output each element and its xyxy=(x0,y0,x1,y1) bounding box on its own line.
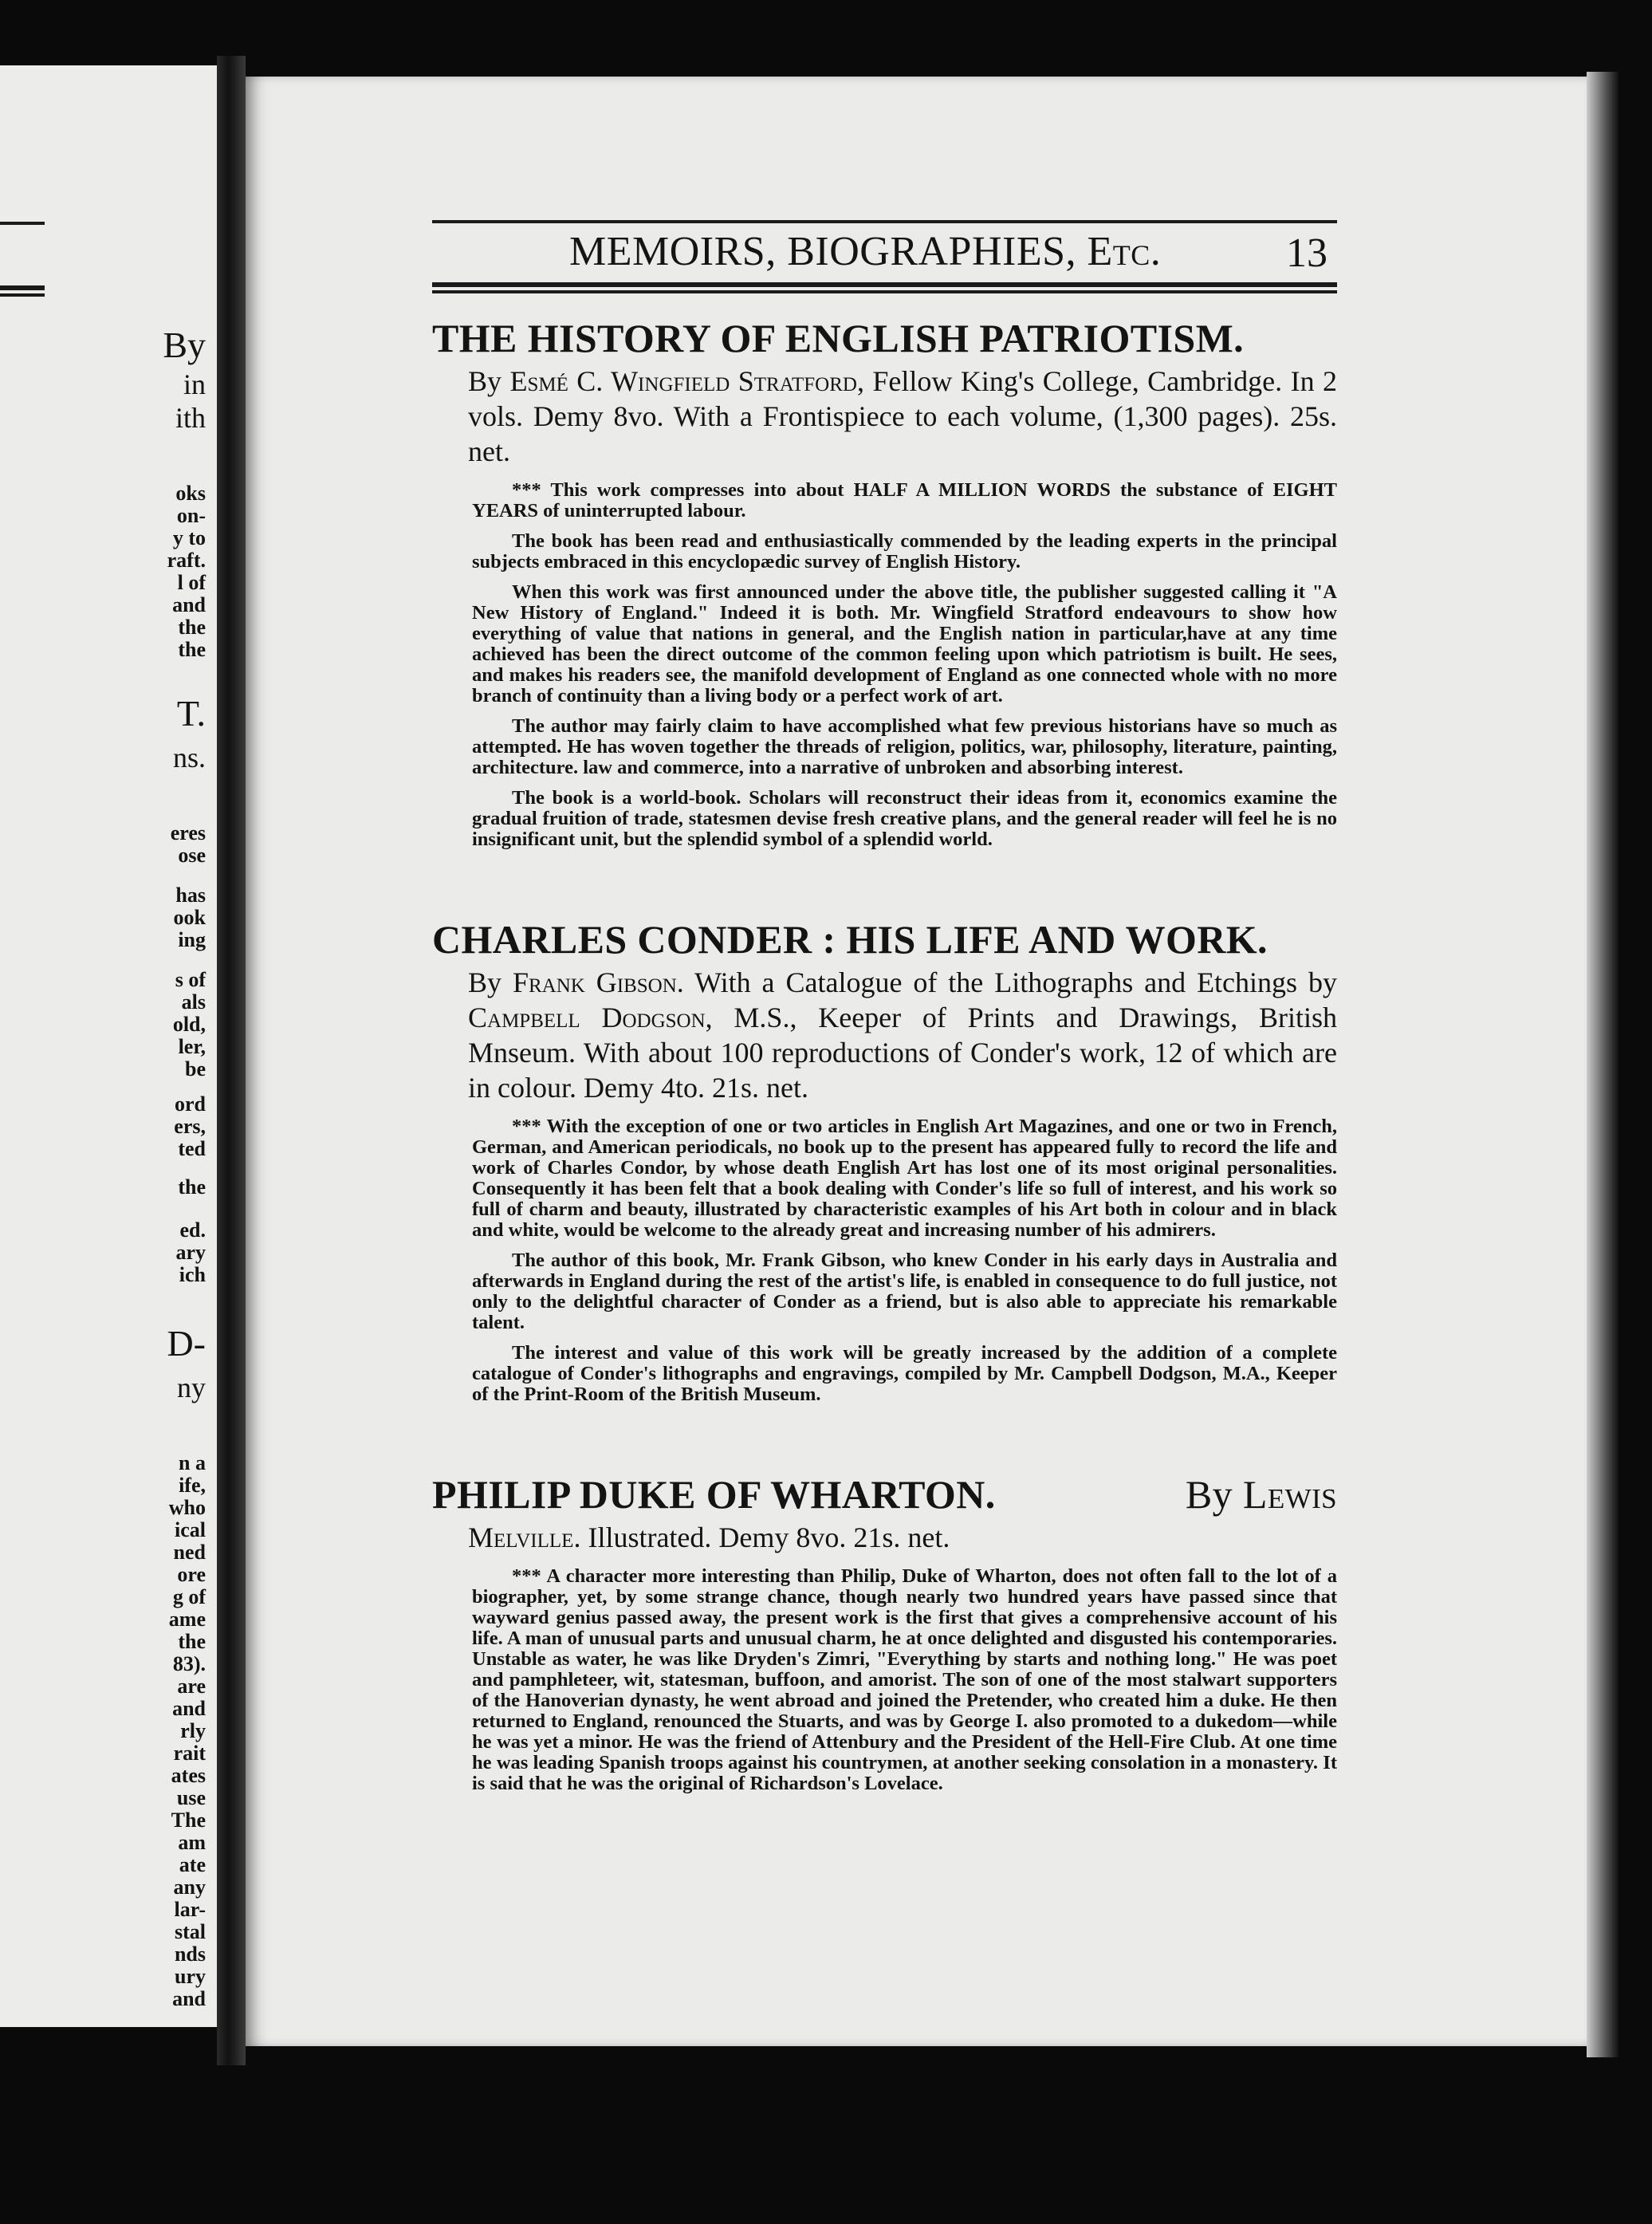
running-title-suffix: Etc. xyxy=(1087,229,1162,274)
book-title: PHILIP DUKE OF WHARTON. xyxy=(432,1472,996,1517)
left-facing-page xyxy=(0,65,217,2027)
left-page-text-fragment: raft. xyxy=(167,549,206,572)
left-page-text-fragment: ed. xyxy=(179,1218,206,1242)
left-page-text-fragment: eres xyxy=(170,821,206,844)
left-page-text-fragment: rait xyxy=(173,1742,206,1765)
book-description xyxy=(472,1566,1337,1794)
left-page-text-fragment: the xyxy=(178,638,206,661)
running-title: MEMOIRS, BIOGRAPHIES, Etc. xyxy=(569,229,1162,274)
left-page-text-fragment: n a xyxy=(179,1451,206,1474)
book-title-row xyxy=(432,1472,1337,1517)
book-byline: By Esmé C. Wingfield Stratford, Fellow King's College, Cambridge. In 2 vols. Demy 8vo. With a Frontispiece to each volume, (1,300 pages). 25s. net. xyxy=(468,365,1338,467)
left-page-text-fragment: ned xyxy=(173,1541,206,1564)
header-rule xyxy=(432,220,1337,223)
left-page-text-fragment: has xyxy=(175,884,206,907)
left-page-text-fragment: in xyxy=(183,368,206,400)
book-byline: Melville. Illustrated. Demy 8vo. 21s. net. xyxy=(468,1521,950,1553)
page-content xyxy=(432,214,1337,1804)
left-page-text-fragment: oks xyxy=(175,482,206,505)
book-gutter xyxy=(217,56,246,2065)
left-page-text-fragment: use xyxy=(176,1786,206,1809)
description-paragraph: The author of this book, Mr. Frank Gibson, who knew Conder in his early days in Australia and afterwards in England during the rest of the artist's life, is enabled in consequence to do full justice, not only to the delightful character of Conder as a friend, but is also able to appreciate his remarkable talent. xyxy=(472,1250,1337,1333)
running-header xyxy=(432,214,1337,301)
book-entry xyxy=(432,1472,1337,1794)
left-page-text-fragment: who xyxy=(168,1496,206,1519)
left-page-text-fragment: ith xyxy=(175,402,206,434)
left-page-text-fragment: T. xyxy=(176,693,206,734)
left-page-text-fragment: rly xyxy=(180,1719,206,1742)
description-paragraph: *** With the exception of one or two articles in English Art Magazines, and one or two in French, German, and American periodicals, no book up to the present has appeared fully to record the life and work of Charles Condor, by whose death English Art has lost one of its most original personalities. Consequently it has been felt that a book dealing with Conder's life so full of interest, and his work so full of charm and beauty, illustrated by characteristic examples of his Art both in colour and in black and white, would be welcome to the already great and increasing number of his admirers. xyxy=(472,1116,1337,1241)
book-title: CHARLES CONDER : HIS LIFE AND WORK. xyxy=(432,917,1268,962)
left-page-text-fragment: old, xyxy=(172,1013,206,1036)
left-page-text-fragment: The xyxy=(171,1809,206,1832)
left-page-text-fragment: be xyxy=(185,1057,206,1081)
left-page-text-fragment: als xyxy=(181,990,206,1014)
left-page-text-fragment: ary xyxy=(175,1241,206,1264)
header-rule xyxy=(432,290,1337,293)
left-page-text-fragment: ical xyxy=(175,1518,206,1541)
left-page-text-fragment: am xyxy=(178,1831,206,1854)
left-page-text-fragment: and xyxy=(172,1987,206,2010)
left-page-text-fragment: the xyxy=(178,616,206,639)
left-page-text-fragment: ord xyxy=(175,1092,206,1116)
left-page-text-fragment: By xyxy=(163,325,206,365)
left-page-text-fragment: ook xyxy=(173,906,206,929)
page-number: 13 xyxy=(1286,230,1328,276)
description-paragraph: The author may fairly claim to have accomplished what few previous historians have so much as attempted. He has woven together the threads of religion, politics, war, philosophy, literature, painting, architecture. law and commerce, into a narrative of unbroken and absorbing interest. xyxy=(472,715,1337,778)
left-page-rule xyxy=(0,285,45,290)
description-paragraph: When this work was first announced under the above title, the publisher suggested calling it "A New History of England." Indeed it is both. Mr. Wingfield Stratford endeavours to show how everything of value that nations in general, and the English nation in particular,have at any time achieved has been the direct outcome of the common feeling upon which patriotism is built. He sees, and makes his readers see, the manifold development of England as one connected whole with no more branch of continuity than a living body or a perfect work of art. xyxy=(472,581,1337,707)
header-rule xyxy=(432,282,1337,287)
page-edge xyxy=(1587,72,1619,2057)
left-page-text-fragment: ny xyxy=(177,1372,206,1403)
left-page-text-fragment: ates xyxy=(171,1764,206,1787)
description-paragraph: The book is a world-book. Scholars will reconstruct their ideas from it, economics examine the gradual fruition of trade, statesmen devise fresh creative plans, and the general reader will feel he is no insignificant unit, but the splendid symbol of a splendid world. xyxy=(472,787,1337,850)
left-page-text-fragment: s of xyxy=(175,968,206,991)
book-description xyxy=(472,1116,1337,1405)
left-page-text-fragment: ing xyxy=(178,928,206,951)
author-name: Campbell Dodgson xyxy=(468,1002,706,1033)
left-page-text-fragment: stal xyxy=(175,1920,206,1943)
left-page-text-fragment: l of xyxy=(177,571,206,594)
book-byline: By Frank Gibson. With a Catalogue of the Lithographs and Etchings by Campbell Dodgson, M.S., Keeper of Prints and Drawings, British Mnseum. With about 100 reproductions of Conder's work, 12 of which are in colour. Demy 4to. 21s. net. xyxy=(468,966,1338,1104)
book-entry xyxy=(432,917,1337,1405)
left-page-text-fragment: are xyxy=(177,1675,206,1698)
left-page-text-fragment: on- xyxy=(176,504,206,527)
left-page-text-fragment: 83). xyxy=(172,1652,206,1675)
left-page-text-fragment: the xyxy=(178,1175,206,1199)
left-page-text-fragment: and xyxy=(172,1697,206,1720)
left-page-text-fragment: ns. xyxy=(172,742,206,773)
book-description xyxy=(472,480,1337,850)
left-page-text-fragment: g of xyxy=(172,1585,206,1608)
left-page-text-fragment: ate xyxy=(179,1853,206,1876)
title-author: By Lewis xyxy=(1185,1472,1337,1517)
left-page-text-fragment: lar- xyxy=(174,1898,206,1921)
left-page-text-fragment: ame xyxy=(168,1608,206,1631)
left-page-text-fragment: ler, xyxy=(178,1035,206,1058)
left-page-text-fragment: and xyxy=(172,593,206,616)
left-page-text-fragment: ers, xyxy=(174,1115,206,1138)
left-page-text-fragment: ich xyxy=(179,1263,206,1286)
description-paragraph: The book has been read and enthusiastically commended by the leading experts in the principal subjects embraced in this encyclopædic survey of English History. xyxy=(472,530,1337,573)
left-page-text-fragment: D- xyxy=(167,1323,206,1364)
author-name: Esmé C. Wingfield Stratford xyxy=(509,365,857,397)
left-page-rule xyxy=(0,222,45,225)
left-page-text-fragment: ose xyxy=(178,844,206,867)
left-page-rule xyxy=(0,293,45,297)
description-paragraph: *** This work compresses into about HALF A MILLION WORDS the substance of EIGHT YEARS of uninterrupted labour. xyxy=(472,479,1337,522)
left-page-text-fragment: any xyxy=(173,1876,206,1899)
left-page-text-fragment: nds xyxy=(174,1943,206,1966)
left-page-text-fragment: the xyxy=(178,1630,206,1653)
description-paragraph: *** A character more interesting than Philip, Duke of Wharton, does not often fall to the lot of a biographer, yet, by some strange chance, though nearly two hundred years have passed since that wayward genius passed away, the present work is the first that gives a comprehensive account of his life. A man of unusual parts and unusual charm, he at once delighted and disgusted his contemporaries. Unstable as water, he was like Dryden's Zimri, "Everything by starts and nothing long." He was poet and pamphleteer, wit, statesman, buffoon, and amorist. The son of one of the most stalwart supporters of the Hanoverian dynasty, he went abroad and joined the Pretender, who created him a duke. He then returned to England, renounced the Stuarts, and was by George I. also promoted to a dukedom—while he was yet a minor. He was the friend of Attenbury and the President of the Hell-Fire Club. At one time he was leading Spanish troops against his countrymen, at another seeking consolation in a monastery. It is said that he was the original of Richardson's Lovelace. xyxy=(472,1565,1337,1794)
author-name: Frank Gibson xyxy=(512,966,677,998)
left-page-text-fragment: y to xyxy=(172,526,206,549)
left-page-text-fragment: ted xyxy=(178,1137,206,1160)
left-page-text-fragment: ife, xyxy=(179,1474,206,1497)
book-title: THE HISTORY OF ENGLISH PATRIOTISM. xyxy=(432,316,1245,360)
description-paragraph: The interest and value of this work will be greatly increased by the addition of a complete catalogue of Conder's lithographs and engravings, compiled by Mr. Campbell Dodgson, M.A., Keeper of the Print-Room of the British Museum. xyxy=(472,1342,1337,1405)
left-page-text-fragment: ore xyxy=(177,1563,206,1586)
book-entry xyxy=(432,316,1337,850)
author-name: Melville xyxy=(468,1521,574,1553)
left-page-text-fragment: ury xyxy=(175,1965,206,1988)
